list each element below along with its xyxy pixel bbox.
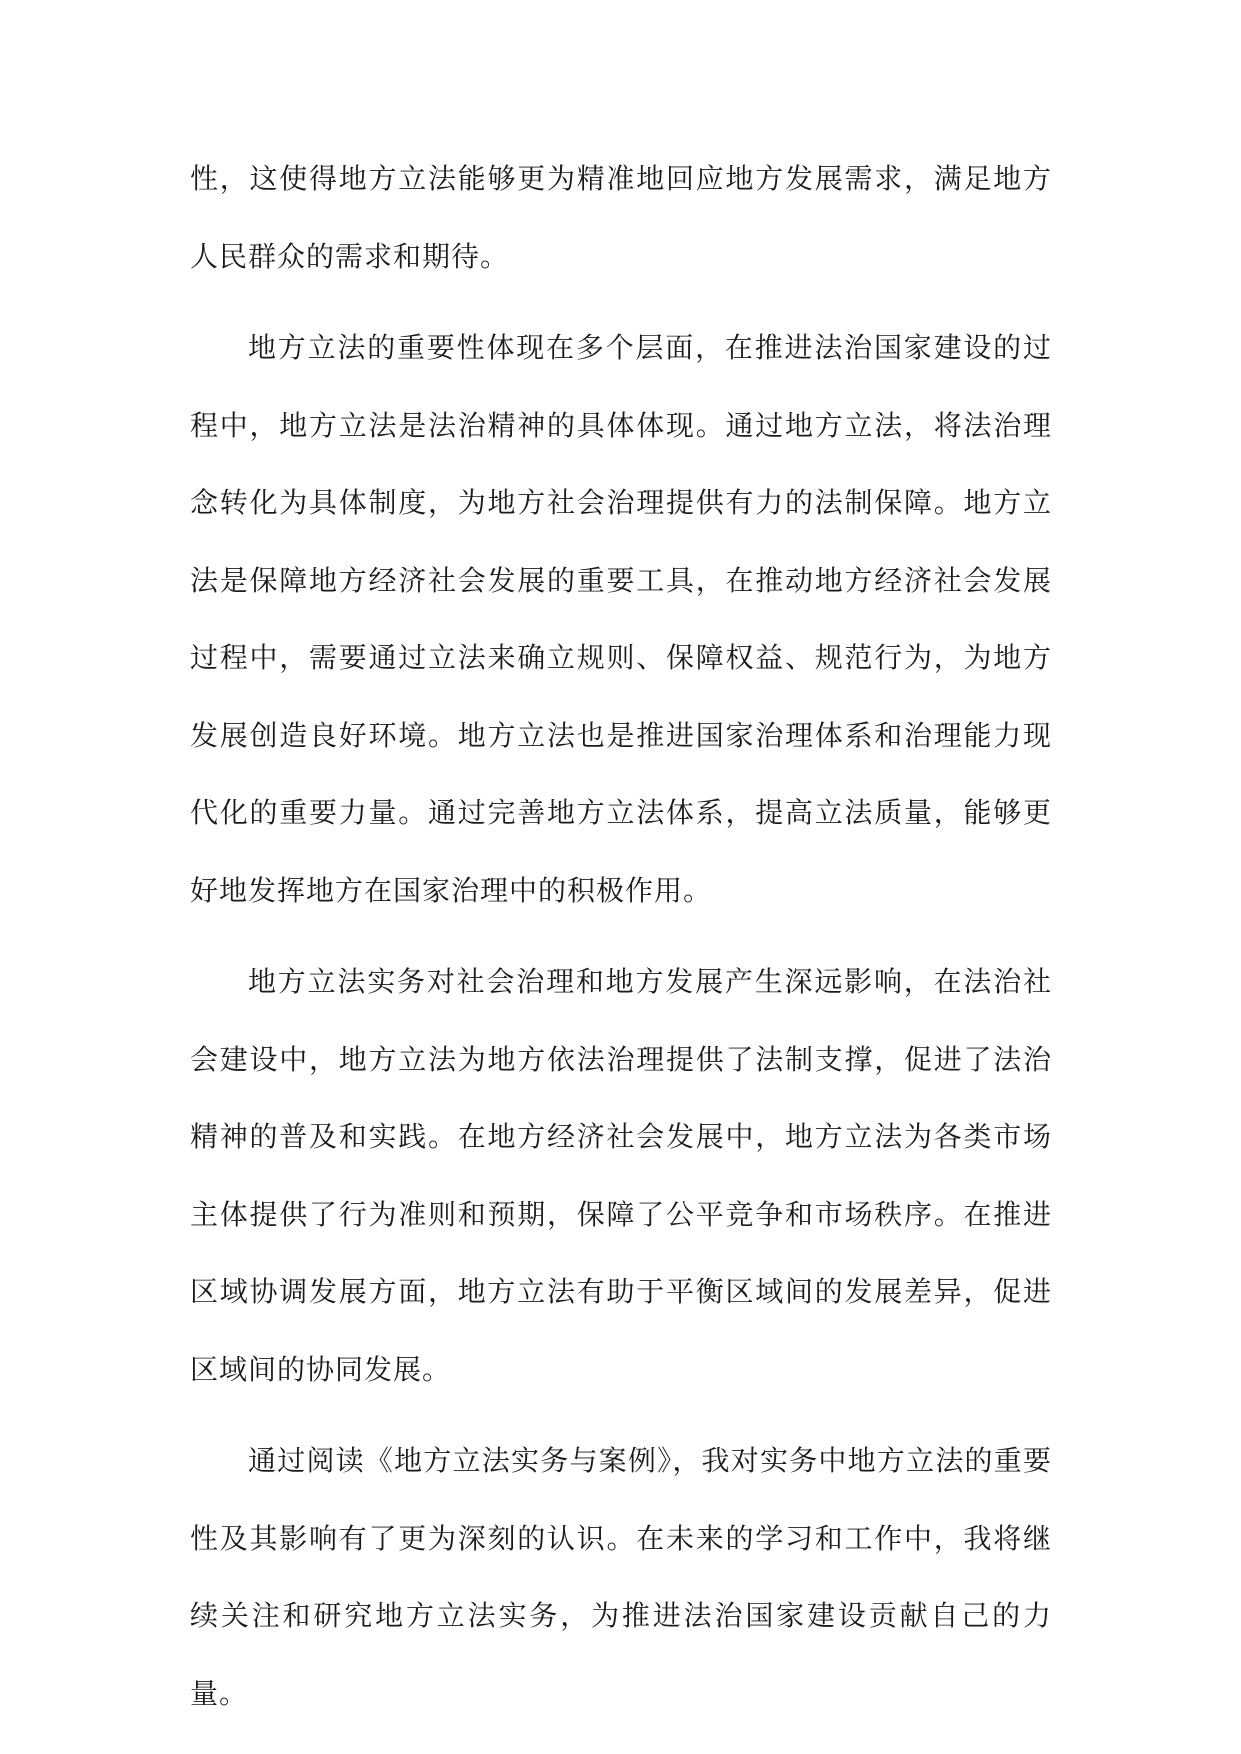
- paragraph-conclusion: 通过阅读《地方立法实务与案例》，我对实务中地方立法的重要性及其影响有了更为深刻的认识。在未来的学习和工作中，我将继续关注和研究地方立法实务，为推进法治国家建设贡献自己的力量。: [190, 1444, 1052, 1710]
- paragraph-impact: 地方立法实务对社会治理和地方发展产生深远影响，在法治社会建设中，地方立法为地方依法治理提供了法制支撑，促进了法治精神的普及和实践。在地方经济社会发展中，地方立法为各类市场主体提供了行为准则和预期，保障了公平竞争和市场秩序。在推进区域协调发展方面，地方立法有助于平衡区域间的发展差异，促进区域间的协同发展。: [190, 965, 1052, 1386]
- paragraph-importance: 地方立法的重要性体现在多个层面，在推进法治国家建设的过程中，地方立法是法治精神的具体体现。通过地方立法，将法治理念转化为具体制度，为地方社会治理提供有力的法制保障。地方立法是保障地方经济社会发展的重要工具，在推动地方经济社会发展过程中，需要通过立法来确立规则、保障权益、规范行为，为地方发展创造良好环境。地方立法也是推进国家治理体系和治理能力现代化的重要力量。通过完善地方立法体系，提高立法质量，能够更好地发挥地方在国家治理中的积极作用。: [190, 331, 1052, 907]
- document-body: [190, 140, 1052, 1746]
- paragraph-continuation: 性，这使得地方立法能够更为精准地回应地方发展需求，满足地方人民群众的需求和期待。: [190, 162, 1052, 273]
